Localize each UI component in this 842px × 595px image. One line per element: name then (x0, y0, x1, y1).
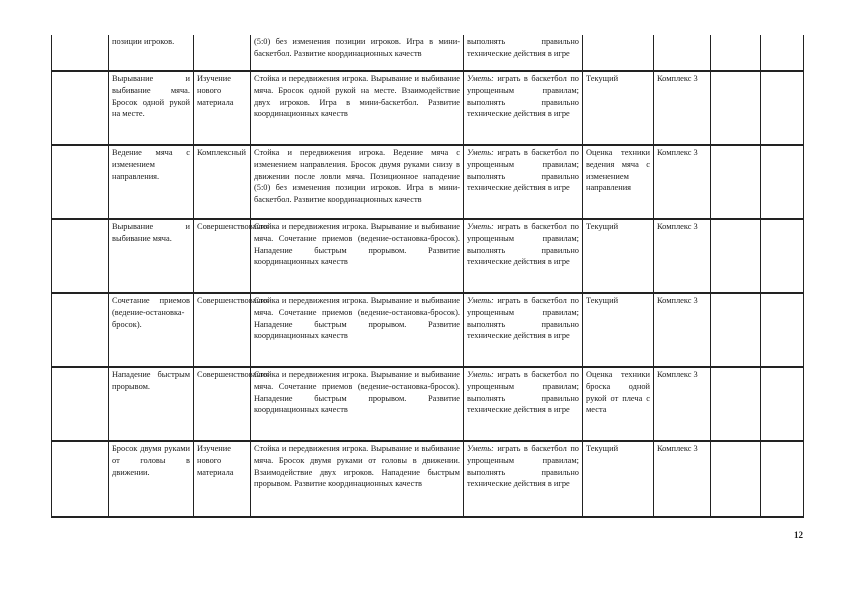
cell-requirements (464, 35, 583, 71)
cell-content: Стойка и передвижения игрока. Вырывание и выбивание мяча. Бросок двумя руками от головы в движении. Взаимодействие двух игроков. Нападение быстрым прорывом. Развитие координационных качеств (251, 441, 464, 517)
requirements-text: играть в баскетбол по упрощенным правилам; выполнять правильно технические действия в игре (467, 74, 579, 119)
cell-control: Текущий (583, 293, 654, 367)
cell-lesson-type: Совершенствования (194, 219, 251, 293)
cell-lesson-type: Изучение нового материала (194, 441, 251, 517)
cell-lesson-type: Изучение нового материала (194, 71, 251, 145)
cell-lesson-number (52, 293, 109, 367)
skill-label: Уметь: (467, 370, 494, 379)
cell-date-fact (761, 35, 804, 71)
cell-date-fact (761, 71, 804, 145)
cell-requirements (464, 293, 583, 367)
cell-date-fact (761, 293, 804, 367)
cell-requirements (464, 71, 583, 145)
table-row (52, 71, 804, 145)
cell-topic: Сочетание приемов (ведение-остановка-бросок). (109, 293, 194, 367)
requirements-text: играть в баскетбол по упрощенным правилам; выполнять правильно технические действия в игре (467, 148, 579, 193)
cell-requirements (464, 219, 583, 293)
lesson-plan-table (51, 35, 804, 518)
cell-lesson-number (52, 35, 109, 71)
cell-lesson-number (52, 219, 109, 293)
cell-date-fact (761, 441, 804, 517)
cell-lesson-type: Совершенствования (194, 367, 251, 441)
requirements-text: играть в баскетбол по упрощенным правилам; выполнять правильно технические действия в игре (467, 296, 579, 341)
cell-date-plan (711, 145, 761, 219)
cell-lesson-number (52, 71, 109, 145)
cell-lesson-type: Совершенствования (194, 293, 251, 367)
cell-date-plan (711, 219, 761, 293)
requirements-text: выполнять правильно технические действия в игре (467, 37, 579, 58)
cell-lesson-type: Комплексный (194, 145, 251, 219)
cell-control: Оценка техники ведения мяча с изменением направления (583, 145, 654, 219)
cell-control: Текущий (583, 219, 654, 293)
table-row (52, 145, 804, 219)
table-row (52, 441, 804, 517)
table-body (52, 35, 804, 517)
cell-topic: Бросок двумя руками от головы в движении. (109, 441, 194, 517)
cell-content: Стойка и передвижения игрока. Вырывание и выбивание мяча. Сочетание приемов (ведение-остановка-бросок). Нападение быстрым прорывом. Развитие координационных качеств (251, 219, 464, 293)
cell-date-plan (711, 367, 761, 441)
cell-lesson-number (52, 145, 109, 219)
cell-topic: Нападение быстрым прорывом. (109, 367, 194, 441)
cell-date-fact (761, 367, 804, 441)
table-row (52, 293, 804, 367)
table-row (52, 367, 804, 441)
cell-content: Стойка и передвижения игрока. Вырывание и выбивание мяча. Бросок одной рукой на месте. Взаимодействие двух игроков. Игра в мини-баскетбол. Развитие координационных качеств (251, 71, 464, 145)
cell-date-plan (711, 71, 761, 145)
cell-date-fact (761, 145, 804, 219)
cell-lesson-number (52, 441, 109, 517)
cell-content: Стойка и передвижения игрока. Ведение мяча с изменением направления. Бросок двумя руками снизу в движении после ловли мяча. Позиционное нападение (5:0) без изменения позиции игроков. Игра в мини-баскетбол. Развитие координационных качеств (251, 145, 464, 219)
skill-label: Уметь: (467, 74, 494, 83)
cell-control: Текущий (583, 71, 654, 145)
skill-label: Уметь: (467, 222, 494, 231)
cell-date-fact (761, 219, 804, 293)
skill-label: Уметь: (467, 148, 494, 157)
requirements-text: играть в баскетбол по упрощенным правилам; выполнять правильно технические действия в игре (467, 222, 579, 267)
skill-label: Уметь: (467, 296, 494, 305)
cell-requirements (464, 145, 583, 219)
cell-exercise: Комплекс 3 (654, 145, 711, 219)
requirements-text: играть в баскетбол по упрощенным правилам; выполнять правильно технические действия в игре (467, 444, 579, 489)
cell-exercise: Комплекс 3 (654, 293, 711, 367)
cell-exercise: Комплекс 3 (654, 441, 711, 517)
table-row (52, 219, 804, 293)
cell-date-plan (711, 35, 761, 71)
skill-label: Уметь: (467, 444, 494, 453)
cell-content: Стойка и передвижения игрока. Вырывание и выбивание мяча. Сочетание приемов (ведение-остановка-бросок). Нападение быстрым прорывом. Развитие координационных качеств (251, 367, 464, 441)
cell-content: (5:0) без изменения позиции игроков. Игра в мини-баскетбол. Развитие координационных качеств (251, 35, 464, 71)
cell-exercise: Комплекс 3 (654, 219, 711, 293)
cell-exercise: Комплекс 3 (654, 71, 711, 145)
cell-lesson-number (52, 367, 109, 441)
cell-exercise (654, 35, 711, 71)
cell-control: Оценка техники броска одной рукой от плеча с места (583, 367, 654, 441)
cell-date-plan (711, 293, 761, 367)
page-number: 12 (794, 530, 803, 540)
cell-lesson-type (194, 35, 251, 71)
cell-requirements (464, 367, 583, 441)
cell-topic: позиции игроков. (109, 35, 194, 71)
table-row (52, 35, 804, 71)
cell-control: Текущий (583, 441, 654, 517)
cell-date-plan (711, 441, 761, 517)
requirements-text: играть в баскетбол по упрощенным правилам; выполнять правильно технические действия в игре (467, 370, 579, 415)
cell-topic: Вырывание и выбивание мяча. Бросок одной рукой на месте. (109, 71, 194, 145)
cell-topic: Вырывание и выбивание мяча. (109, 219, 194, 293)
cell-control (583, 35, 654, 71)
cell-exercise: Комплекс 3 (654, 367, 711, 441)
cell-requirements (464, 441, 583, 517)
cell-content: Стойка и передвижения игрока. Вырывание и выбивание мяча. Сочетание приемов (ведение-остановка-бросок). Нападение быстрым прорывом. Развитие координационных качеств (251, 293, 464, 367)
cell-topic: Ведение мяча с изменением направления. (109, 145, 194, 219)
